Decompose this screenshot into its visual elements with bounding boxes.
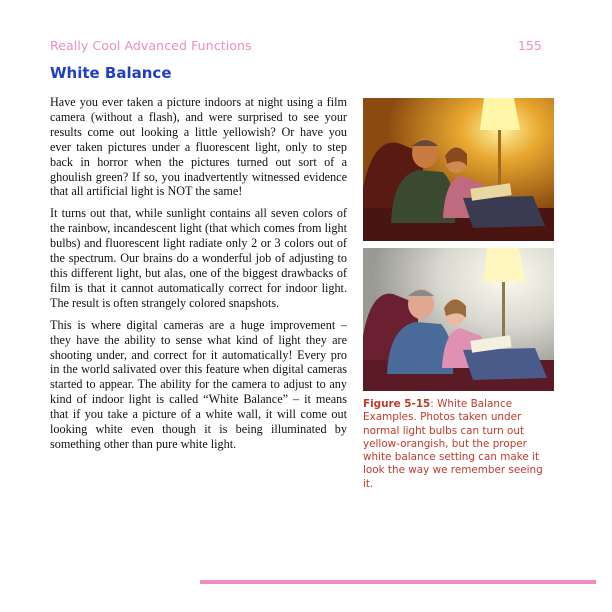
running-header bbox=[50, 38, 542, 56]
page-number: 155 bbox=[517, 38, 542, 53]
figure-caption-text: : White Balance Examples. Photos taken under normal light bulbs can turn out yellow-orangish, but the proper white balance setting can make it look the way we remember seeing it. bbox=[363, 398, 543, 490]
body-text bbox=[50, 95, 347, 459]
paragraph-1: Have you ever taken a picture indoors at night using a film camera (without a flash), and were surprised to see your results come out looking a little yellowish? Or have you ever taken pictures under a fluorescent light, only to step back in horror when the pictures turned out sort of a ghoulish green? If so, you inadvertently witnessed evidence that all artificial light is NOT the same! bbox=[50, 95, 347, 199]
section-title: White Balance bbox=[50, 64, 172, 82]
chapter-title: Really Cool Advanced Functions bbox=[50, 38, 252, 53]
photo-incandescent-image bbox=[363, 98, 554, 241]
photo-corrected-image bbox=[363, 248, 554, 391]
paragraph-3: This is where digital cameras are a huge improvement – they have the ability to sense what kind of light they are shooting under, and correct for it automatically! Every pro in the world salivated over this feature when digital cameras started to appear. The ability for the camera to adjust to any kind of indoor light is called “White Balance” – it means that if you take a picture of a white wall, it will come out looking white even though it is being illuminated by something other than pure white light. bbox=[50, 317, 347, 451]
photo-incandescent bbox=[363, 98, 554, 241]
figure-caption bbox=[363, 398, 553, 491]
paragraph-2: It turns out that, while sunlight contains all seven colors of the rainbow, incandescent light (that which comes from light bulbs) and fluorescent light radiate only 2 or 3 colors out of the spectrum. Our brains do a wonderful job of adjusting to this different light, but alas, one of the biggest drawbacks of film is that it cannot automatically correct for indoor light. The result is often strangely colored snapshots. bbox=[50, 206, 347, 310]
photo-corrected bbox=[363, 248, 554, 391]
figure-label: Figure 5-15 bbox=[363, 398, 431, 410]
footer-rule bbox=[200, 580, 596, 584]
